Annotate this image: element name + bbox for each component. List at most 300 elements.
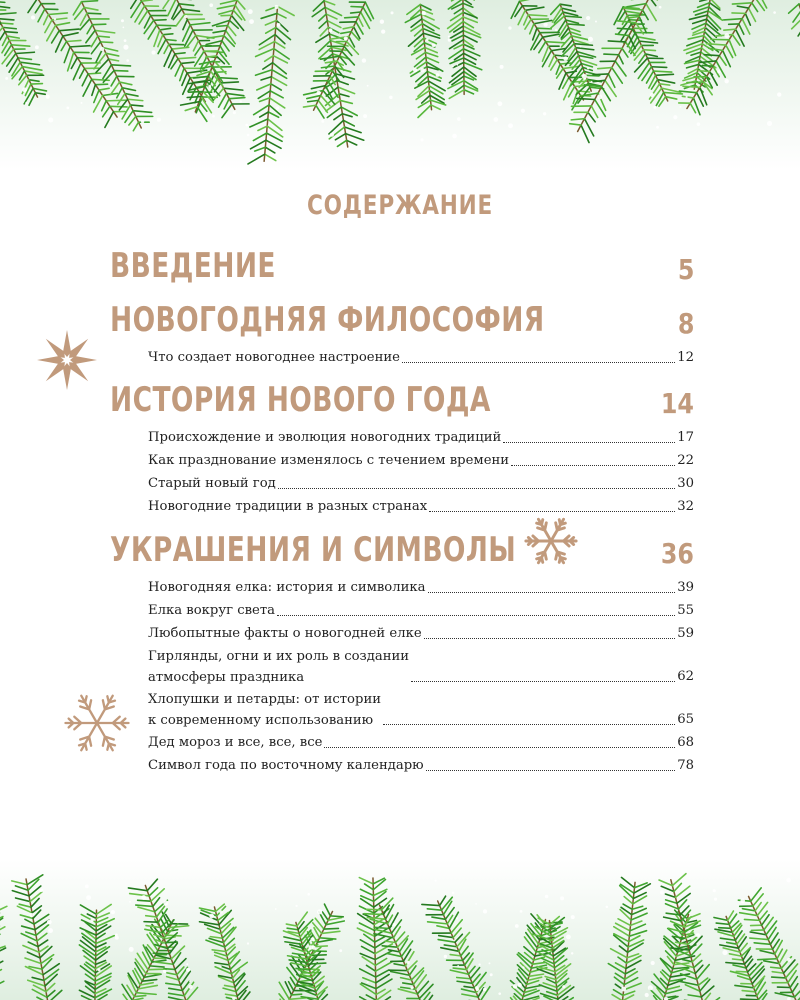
pine-needle (324, 928, 339, 929)
pine-needle (92, 24, 105, 25)
toc-entry[interactable] (148, 449, 694, 472)
sparkle (483, 909, 487, 913)
dot-leader (277, 614, 675, 616)
toc-entry-label: Символ года по восточному календарю (148, 758, 424, 773)
pine-needle (771, 967, 782, 968)
sparkle (563, 56, 568, 61)
sparkle (787, 958, 791, 962)
sparkle (673, 115, 677, 119)
sparkle (587, 67, 589, 69)
sparkle (22, 87, 27, 92)
toc-entry-page: 55 (677, 603, 694, 618)
section-title: НОВОГОДНЯЯ ФИЛОСОФИЯ (110, 300, 545, 340)
sparkle (392, 923, 395, 926)
sparkle (209, 914, 214, 919)
sparkle (773, 11, 776, 14)
sparkle (276, 106, 279, 109)
toc-entry[interactable] (148, 495, 694, 518)
sparkle (90, 919, 93, 922)
sparkle (508, 123, 513, 128)
snowflake-arm (66, 717, 98, 730)
section-page: 5 (677, 253, 694, 286)
pine-needle (374, 927, 389, 928)
pine-needle (772, 977, 786, 978)
toc-section-philosophy[interactable] (110, 294, 694, 369)
pine-needle (330, 916, 343, 917)
pine-needle (736, 971, 747, 972)
toc-entry[interactable] (148, 472, 694, 495)
toc-entry-label: Старый новый год (148, 476, 276, 491)
toc-entry-page: 68 (677, 735, 694, 750)
toc-entry-label: Елка вокруг света (148, 603, 275, 618)
toc-entry-label: Как празднование изменялось с течением времени (148, 453, 510, 468)
sparkle (47, 920, 52, 925)
pine-needle (598, 68, 612, 69)
toc-entry-label-line: к современному использованию (148, 713, 374, 728)
pine-needle (217, 25, 228, 26)
sparkle (25, 102, 27, 104)
pine-needle (656, 74, 674, 75)
sparkle (483, 988, 487, 992)
sparkle (508, 26, 511, 29)
toc-entry-label-line: Хлопушки и петарды: от истории (148, 692, 382, 707)
snowflake-arm (79, 723, 97, 750)
sparkle (444, 955, 447, 958)
sparkle (522, 966, 524, 968)
sparkle (697, 122, 701, 126)
sparkle (98, 968, 101, 971)
sparkle (753, 968, 755, 970)
pine-needle (537, 28, 551, 29)
sparkle (380, 20, 384, 24)
toc-section-history[interactable] (110, 374, 694, 518)
pine-needle (87, 13, 101, 14)
sparkle (189, 980, 191, 982)
pine-needle (698, 71, 709, 72)
toc-entry[interactable] (148, 346, 694, 369)
toc-entry-label: Дед мороз и все, все, все (148, 735, 323, 750)
sparkle (588, 37, 593, 42)
sparkle (245, 124, 248, 127)
sparkle (219, 910, 222, 913)
toc-entry-page: 12 (677, 350, 694, 365)
toc-entry-page: 59 (677, 626, 694, 641)
dot-leader (511, 464, 675, 466)
toc-entry-page: 62 (677, 669, 694, 684)
sparkle (163, 970, 166, 973)
sparkle (520, 910, 523, 913)
toc-entry-label: Что создает новогоднее настроение (148, 350, 400, 365)
sparkle (141, 895, 146, 900)
sparkle (422, 118, 424, 120)
sparkle (475, 903, 477, 905)
pine-needle (110, 106, 127, 107)
pine-needle (364, 914, 383, 915)
pine-needle (719, 928, 731, 929)
toc-entry[interactable] (148, 754, 694, 777)
sparkle (426, 38, 429, 41)
pine-garland-bottom (0, 860, 800, 1000)
pine-needle (138, 900, 151, 901)
pine-needle (629, 20, 641, 21)
toc-entry[interactable] (148, 688, 694, 731)
pine-needle (106, 100, 125, 101)
pine-needle (114, 71, 128, 72)
pine-needle (98, 36, 110, 37)
sparkle (275, 908, 277, 910)
dot-leader (426, 769, 676, 771)
dot-leader (424, 637, 676, 639)
sparkle (498, 992, 501, 995)
sparkle (659, 6, 662, 9)
pine-needle (134, 996, 145, 997)
sparkle (277, 23, 281, 27)
toc-entry[interactable] (148, 426, 694, 449)
sparkle (650, 93, 654, 97)
sparkle (595, 20, 597, 22)
pine-needle (291, 994, 301, 995)
sparkle (493, 117, 498, 122)
sparkle (48, 117, 53, 122)
sparkle (562, 985, 565, 988)
sparkle (389, 96, 392, 99)
sparkle (122, 26, 124, 28)
sparkle (560, 896, 564, 900)
sparkle (189, 985, 193, 989)
sparkle (151, 50, 155, 54)
sparkle (717, 70, 720, 73)
sparkle (722, 950, 727, 955)
pine-needle (187, 19, 204, 20)
sparkle (85, 884, 89, 888)
pine-needle (82, 1, 98, 2)
sparkle (777, 92, 781, 96)
sparkle (81, 102, 83, 104)
sparkle (316, 91, 320, 95)
pine-needle (702, 65, 713, 66)
pine-needle (617, 28, 632, 29)
toc-section-decorations[interactable] (110, 524, 694, 777)
sparkle (606, 906, 608, 908)
pine-needle (704, 55, 719, 56)
pine-needle (111, 65, 130, 66)
toc-entry[interactable] (148, 731, 694, 754)
sparkle (453, 939, 455, 941)
sparkle (344, 36, 348, 40)
toc-entry[interactable] (148, 645, 694, 688)
pine-needle (340, 22, 356, 23)
sparkle (515, 924, 519, 928)
sparkle (580, 46, 582, 48)
pine-needle (144, 922, 158, 923)
sparkle (420, 138, 423, 141)
sparkle (500, 65, 504, 69)
sparkle (129, 901, 131, 903)
sparkle (478, 963, 480, 965)
toc-entry[interactable] (148, 622, 694, 645)
sparkle (186, 963, 188, 965)
sparkle (452, 66, 454, 68)
sparkle (317, 909, 322, 914)
sparkle (111, 910, 115, 914)
pine-needle (627, 15, 645, 16)
toc-entry-label (148, 689, 381, 731)
sparkle (249, 19, 254, 24)
sparkle (696, 933, 700, 937)
sparkle (311, 937, 315, 941)
pine-needle (604, 54, 619, 55)
dot-leader (402, 361, 675, 363)
sparkle (767, 121, 772, 126)
dot-leader (324, 746, 675, 748)
pine-needle (157, 25, 176, 26)
pine-needle (345, 17, 359, 18)
pine-needle (724, 29, 736, 30)
dot-leader (411, 680, 675, 682)
pine-needle (187, 97, 201, 98)
pine-needle (315, 946, 327, 947)
sparkle (566, 935, 571, 940)
pine-needle (166, 40, 176, 41)
pine-needle (528, 15, 547, 16)
sparkle (435, 880, 437, 882)
toc-entry-label: Новогодняя елка: история и символика (148, 580, 426, 595)
sparkle (233, 111, 236, 114)
sparkle (656, 126, 659, 129)
sparkle (208, 85, 211, 88)
sparkle (452, 134, 457, 139)
pine-needle (683, 86, 700, 87)
sparkle (645, 993, 649, 997)
pine-needle (66, 40, 80, 41)
pine-needle (189, 92, 203, 93)
sparkle (543, 112, 546, 115)
sparkle (489, 962, 491, 964)
sparkle (247, 942, 249, 944)
pine-needle (221, 82, 239, 83)
sparkle (714, 898, 717, 901)
pine-needle (77, 58, 91, 59)
sparkle (436, 73, 440, 77)
pine-needle (652, 67, 667, 68)
sparkle (448, 38, 451, 41)
sparkle (248, 9, 253, 14)
section-page: 8 (677, 307, 694, 340)
sparkle (123, 45, 128, 50)
pine-needle (130, 105, 142, 106)
section-title: ИСТОРИЯ НОВОГО ГОДА (110, 380, 491, 420)
sparkle (660, 890, 664, 894)
sparkle (651, 961, 655, 965)
sparkle (490, 973, 493, 976)
sparkle (256, 118, 259, 121)
sparkle (308, 945, 312, 949)
section-title: УКРАШЕНИЯ И СИМВОЛЫ (110, 530, 517, 570)
sparkle (391, 11, 394, 14)
sparkle (555, 29, 558, 32)
toc-section-introduction[interactable] (110, 240, 694, 292)
sparkle (456, 917, 458, 919)
sparkle (163, 900, 168, 905)
sparkle (648, 985, 653, 990)
sparkle (381, 30, 385, 34)
sparkle (362, 58, 366, 62)
sparkle (275, 5, 279, 9)
sparkle (413, 68, 417, 72)
dot-leader (383, 723, 675, 725)
sparkle (66, 107, 69, 110)
sparkle (295, 905, 297, 907)
sparkle (621, 987, 626, 992)
sparkle (597, 94, 602, 99)
toc-entry-label-line: Гирлянды, огни и их роль в создании (148, 649, 410, 664)
sparkle (186, 968, 190, 972)
sparkle (40, 889, 43, 892)
pine-needle (577, 98, 595, 99)
pine-needle (101, 42, 113, 43)
sparkle (367, 981, 369, 983)
sparkle (586, 16, 590, 20)
sparkle (457, 117, 461, 121)
sparkle (653, 106, 656, 109)
sparkle (545, 895, 548, 898)
sparkle (713, 889, 716, 892)
sparkle (517, 983, 521, 987)
pine-needle (88, 73, 100, 74)
toc-entry-label: Новогодние традиции в разных странах (148, 499, 428, 514)
sparkle (448, 36, 450, 38)
pine-needle (164, 969, 175, 970)
sparkle (247, 134, 250, 137)
sparkle (212, 115, 215, 118)
pine-needle (643, 50, 655, 51)
pine-needle (154, 20, 166, 21)
section-page: 14 (660, 387, 694, 420)
sparkle (86, 895, 91, 900)
toc-entry-page: 65 (677, 712, 694, 727)
pine-needle (351, 12, 361, 13)
sparkle (31, 15, 35, 19)
toc-entry-page: 22 (677, 453, 694, 468)
pine-needle (175, 53, 185, 54)
pine-needle (758, 959, 777, 960)
sparkle (406, 961, 409, 964)
sparkle (329, 28, 333, 32)
sparkle (35, 45, 39, 49)
sparkle (724, 79, 728, 83)
pine-needle (654, 71, 672, 72)
pine-needle (153, 953, 169, 954)
toc-entry-page: 78 (677, 758, 694, 773)
sparkle (100, 47, 104, 51)
sparkle (115, 936, 119, 940)
sparkle (680, 106, 682, 108)
toc-entry[interactable] (148, 599, 694, 622)
sparkle (124, 39, 127, 42)
sparkle (513, 984, 518, 989)
dot-leader (278, 487, 675, 489)
sparkle (363, 114, 367, 118)
toc-entry[interactable] (148, 576, 694, 599)
sparkle (452, 892, 455, 895)
dot-leader (429, 510, 675, 512)
sparkle (457, 965, 459, 967)
sparkle (422, 11, 426, 15)
sparkle (209, 3, 213, 7)
sparkle (240, 100, 242, 102)
sparkle (571, 952, 573, 954)
pine-needle (593, 74, 608, 75)
sparkle (432, 43, 436, 47)
sparkle (141, 120, 144, 123)
sparkle (220, 965, 222, 967)
section-page: 36 (660, 537, 694, 570)
sparkle (543, 23, 547, 27)
star-ornament-icon (35, 328, 99, 392)
sparkle (420, 68, 424, 72)
sparkle (157, 118, 161, 122)
sparkle (571, 915, 575, 919)
sparkle (330, 133, 334, 137)
sparkle (46, 95, 50, 99)
pine-needle (366, 909, 381, 910)
sparkle (724, 33, 729, 38)
snowflake-arm (79, 696, 97, 723)
toc-entry-page: 17 (677, 430, 694, 445)
toc-entry-page: 32 (677, 499, 694, 514)
sparkle (48, 928, 53, 933)
pine-needle (546, 42, 565, 43)
toc-entry-label-line: атмосферы праздника (148, 670, 305, 685)
sparkle (497, 101, 502, 106)
pine-needle (351, 6, 363, 7)
sparkle (740, 899, 745, 904)
pine-needle (5, 32, 17, 33)
sparkle (184, 15, 187, 18)
pine-needle (744, 919, 759, 920)
dot-leader (428, 591, 676, 593)
sparkle (475, 986, 478, 989)
sparkle (129, 947, 134, 952)
pine-needle (586, 75, 599, 76)
toc-entry-label (148, 646, 409, 688)
toc-entry-page: 30 (677, 476, 694, 491)
toc-title: СОДЕРЖАНИЕ (306, 190, 494, 221)
sparkle (521, 109, 525, 113)
sparkle (307, 893, 310, 896)
toc-entry-label: Любопытные факты о новогодней елке (148, 626, 422, 641)
toc-entry-label: Происхождение и эволюция новогодних традиций (148, 430, 502, 445)
sparkle (5, 77, 8, 80)
sparkle (411, 986, 414, 989)
sparkle (721, 935, 723, 937)
toc-entry-page: 39 (677, 580, 694, 595)
sparkle (121, 19, 124, 22)
section-title: ВВЕДЕНИЕ (110, 246, 276, 286)
sparkle (367, 85, 369, 87)
sparkle (126, 59, 129, 62)
sparkle (321, 120, 324, 123)
sparkle (457, 64, 459, 66)
sparkle (786, 878, 791, 883)
pine-needle (733, 959, 743, 960)
sparkle (582, 74, 587, 79)
sparkle (685, 96, 687, 98)
sparkle (30, 913, 34, 917)
pine-needle (422, 904, 440, 905)
pine-needle (1, 23, 13, 24)
pine-needle (608, 41, 625, 42)
